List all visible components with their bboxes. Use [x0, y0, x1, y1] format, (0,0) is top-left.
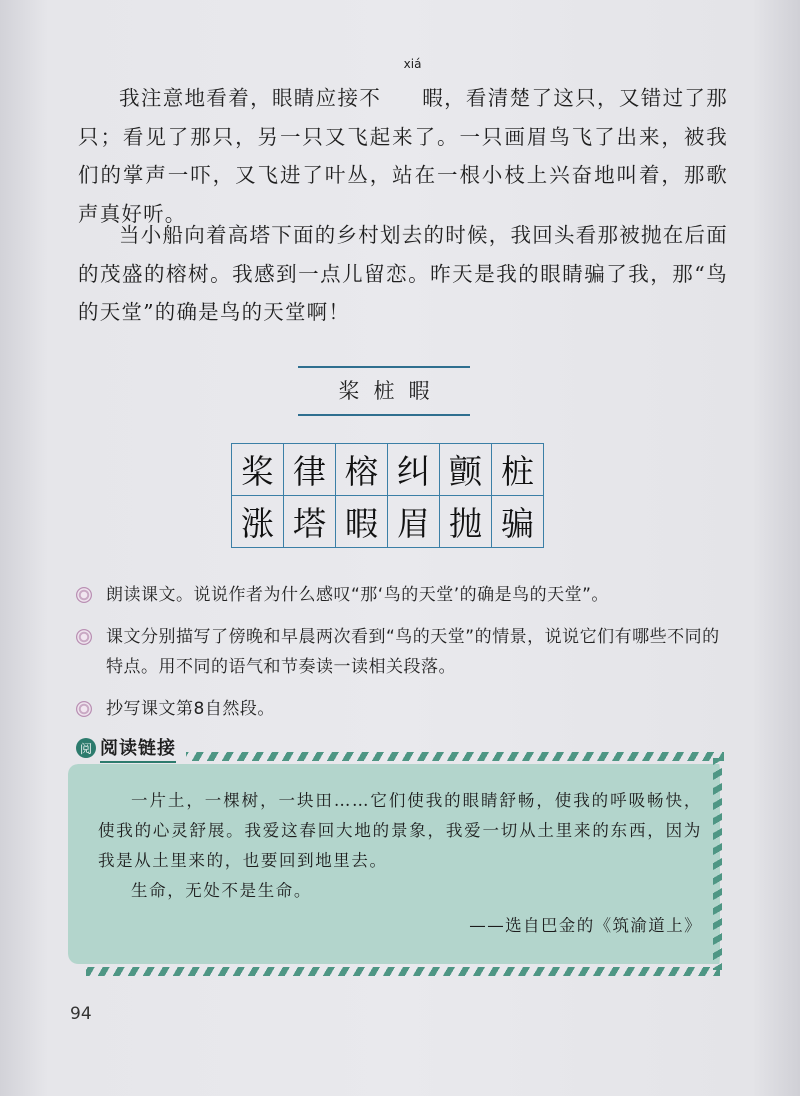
paragraph-1-rest: ，看清楚了这只，又错过了那只；看见了那只，另一只又飞起来了。一只画眉鸟飞了出来，被我们的掌声一吓，又飞进了叶丛，站在一根小枝上兴奋地叫着，那歌声真好听。: [78, 86, 728, 226]
grid-cell: 桩: [492, 444, 544, 496]
book-icon: 阅: [76, 738, 96, 758]
paragraph-2: 当小船向着高塔下面的乡村划去的时候，我回头看那被抛在后面的茂盛的榕树。我感到一点儿留恋。昨天是我的眼睛骗了我，那“鸟的天堂”的确是鸟的天堂啊！: [78, 223, 728, 324]
annotated-character: [381, 57, 444, 118]
paragraph-1: [78, 57, 728, 233]
reading-link-text: [98, 786, 702, 906]
grid-cell: 涨: [232, 496, 284, 548]
exercise-text: 朗读课文。说说作者为什么感叹“那‘鸟的天堂’的确是鸟的天堂”。: [106, 585, 609, 605]
character-section-title: 桨桩暇: [338, 379, 444, 403]
grid-cell: 纠: [388, 444, 440, 496]
exercise-item: [76, 622, 736, 682]
reading-link-header: [76, 735, 176, 761]
exercise-item: [76, 694, 736, 724]
reading-link-title: 阅读链接: [100, 734, 176, 763]
grid-cell: 颤: [440, 444, 492, 496]
grid-cell: 抛: [440, 496, 492, 548]
pinyin-annotation: xiá: [403, 57, 422, 71]
grid-cell: 骗: [492, 496, 544, 548]
reading-link-paragraph-1: 一片土，一棵树，一块田……它们使我的眼睛舒畅，使我的呼吸畅快，使我的心灵舒展。我爱这春回大地的景象，我爱一切从土里来的东西，因为我是从土里来的，也要回到地里去。: [98, 791, 702, 870]
hatch-border-bottom: [86, 967, 720, 976]
hatch-border-top: [186, 752, 724, 761]
reading-link-paragraph-2: 生命，无处不是生命。: [131, 881, 312, 900]
exercise-text: 课文分别描写了傍晚和早晨两次看到“鸟的天堂”的情景，说说它们有哪些不同的特点。用不同的语气和节奏读一读相关段落。: [106, 627, 720, 677]
grid-cell: 塔: [284, 496, 336, 548]
flower-bullet-icon: [76, 701, 92, 717]
title-rule-top: [298, 366, 470, 368]
flower-bullet-icon: [76, 629, 92, 645]
grid-cell: 眉: [388, 496, 440, 548]
grid-cell: 暇: [336, 496, 388, 548]
character-grid: [231, 443, 544, 548]
page-number: 94: [70, 1004, 92, 1024]
annotated-character-glyph: 暇: [422, 86, 444, 110]
grid-cell: 桨: [232, 444, 284, 496]
flower-bullet-icon: [76, 587, 92, 603]
paragraph-1-start: 我注意地看着，眼睛应接不: [119, 86, 382, 110]
exercise-text: 抄写课文第8自然段。: [106, 699, 275, 719]
exercise-item: [76, 580, 736, 610]
hatch-border-right: [713, 758, 722, 970]
title-rule-bottom: [298, 414, 470, 416]
grid-cell: 榕: [336, 444, 388, 496]
reading-link-source: ——选自巴金的《筑渝道上》: [469, 916, 702, 935]
grid-cell: 律: [284, 444, 336, 496]
